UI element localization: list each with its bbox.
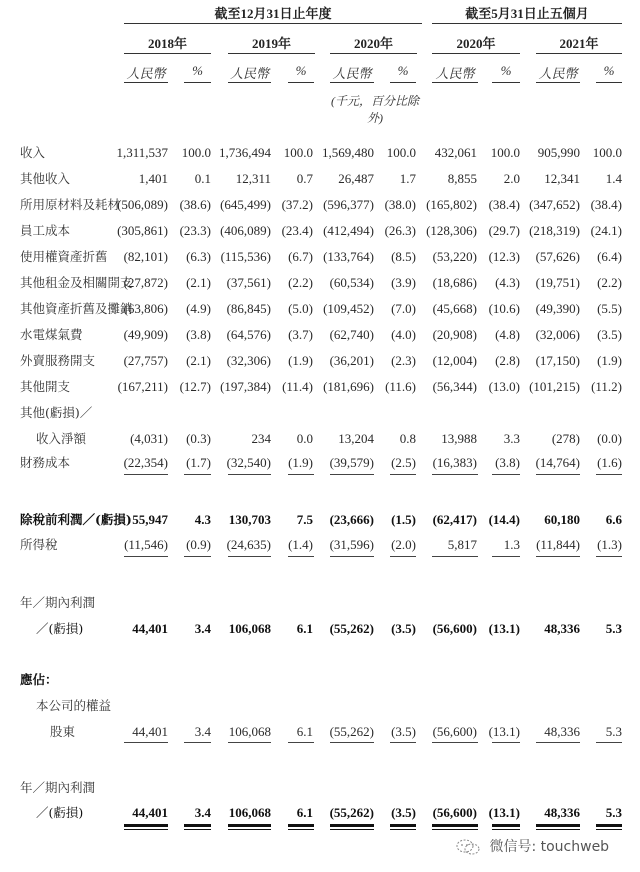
cell: 26,487	[338, 171, 374, 186]
cell: (37.2)	[281, 197, 313, 212]
cell: 5.3	[605, 805, 622, 820]
cell: 7.5	[296, 512, 313, 527]
row-label: 股東	[50, 724, 76, 739]
cell: (24.1)	[590, 223, 622, 238]
cell: (14.4)	[488, 512, 520, 527]
row-label: 應佔：	[20, 672, 58, 687]
cell: 5.3	[605, 621, 622, 636]
total-double-rule	[124, 824, 168, 830]
year-rule-2021-5m	[536, 53, 622, 54]
subtotal-rule	[596, 556, 622, 557]
total-double-rule	[536, 824, 580, 830]
cell: (55,262)	[329, 805, 374, 820]
cell: 44,401	[132, 805, 168, 820]
cell: (6.7)	[288, 249, 313, 264]
subtotal-rule	[330, 474, 374, 475]
cell: (12.7)	[179, 379, 211, 394]
cell: (6.3)	[186, 249, 211, 264]
cell: (412,494)	[323, 223, 374, 238]
cell: (27,757)	[123, 353, 168, 368]
cell: 44,401	[132, 724, 168, 739]
cell: (3.8)	[495, 455, 520, 470]
table-row-profit-before-tax	[0, 510, 640, 530]
row-label: 其他開支	[20, 379, 71, 394]
cell: 106,068	[228, 621, 271, 636]
subtotal-rule	[330, 742, 374, 743]
row-label: 所用原材料及耗材	[20, 197, 121, 212]
period-header-five-months: 截至5月31日止五個月	[465, 6, 589, 21]
cell: 1,569,480	[322, 145, 374, 160]
sub-rule	[536, 82, 580, 83]
cell: (2.3)	[391, 353, 416, 368]
cell: 100.0	[592, 145, 622, 160]
subtotal-rule	[288, 742, 314, 743]
percent-header: %	[295, 63, 307, 78]
cell: (2.0)	[391, 537, 416, 552]
cell: (56,344)	[432, 379, 477, 394]
cell: 12,311	[235, 171, 271, 186]
cell: (13.1)	[488, 805, 520, 820]
cell: 130,703	[228, 512, 271, 527]
table-row-other-income	[0, 169, 640, 189]
row-label: 收入	[20, 145, 46, 160]
cell: (12.3)	[488, 249, 520, 264]
subtotal-rule	[124, 742, 168, 743]
row-label: 水電煤氣費	[20, 327, 83, 342]
cell: (3.5)	[391, 621, 416, 636]
cell: (11,546)	[124, 537, 168, 552]
cell: (278)	[551, 431, 580, 446]
cell: (36,201)	[329, 353, 374, 368]
row-label: 其他租金及相關開支	[20, 275, 133, 290]
subtotal-rule	[288, 474, 314, 475]
subtotal-rule	[536, 474, 580, 475]
table-row-other-losses-net	[0, 429, 640, 449]
subtotal-rule	[492, 742, 520, 743]
currency-header: 人民幣	[538, 66, 578, 81]
subtotal-rule	[390, 742, 416, 743]
table-row-utilities	[0, 325, 640, 345]
subtotal-rule	[596, 742, 622, 743]
cell: (7.0)	[391, 301, 416, 316]
table-row-rou-depreciation	[0, 247, 640, 267]
sub-rule	[184, 82, 211, 83]
table-row-other-losses-header	[0, 403, 640, 423]
cell: (86,845)	[226, 301, 271, 316]
cell: (10.6)	[488, 301, 520, 316]
total-double-rule	[228, 824, 271, 830]
watermark-text: 微信号: touchweb	[489, 839, 610, 855]
total-double-rule	[596, 824, 622, 830]
cell: 3.4	[194, 621, 211, 636]
cell: 60,180	[544, 512, 580, 527]
table-row-raw-materials	[0, 195, 640, 215]
cell: 8,855	[447, 171, 477, 186]
subtotal-rule	[184, 556, 211, 557]
subtotal-rule	[390, 556, 416, 557]
row-label: 其他資產折舊及攤銷	[20, 301, 133, 316]
table-row-profit-period-total	[0, 803, 640, 823]
cell: (38.4)	[488, 197, 520, 212]
row-label: 除稅前利潤／(虧損)	[20, 512, 132, 527]
cell: (26.3)	[384, 223, 416, 238]
table-row-revenue	[0, 143, 640, 163]
table-row-attributable-header	[0, 670, 640, 690]
cell: (3.9)	[391, 275, 416, 290]
cell: (18,686)	[432, 275, 477, 290]
cell: (32,306)	[226, 353, 271, 368]
cell: (181,696)	[323, 379, 374, 394]
row-label: 本公司的權益	[36, 698, 112, 713]
table-row-other-expenses	[0, 377, 640, 397]
cell: (3.8)	[186, 327, 211, 342]
cell: (55,262)	[329, 621, 374, 636]
cell: 2.0	[503, 171, 520, 186]
row-label: 所得稅	[20, 537, 58, 552]
cell: (11.6)	[385, 379, 416, 394]
cell: (165,802)	[426, 197, 477, 212]
subtotal-rule	[492, 474, 520, 475]
currency-header: 人民幣	[229, 66, 269, 81]
total-double-rule	[184, 824, 211, 830]
year-rule-2019	[228, 53, 315, 54]
cell: 13,988	[441, 431, 477, 446]
cell: 100.0	[490, 145, 520, 160]
table-row-shareholders	[0, 722, 640, 742]
cell: (101,215)	[529, 379, 580, 394]
cell: (1.9)	[288, 353, 313, 368]
cell: 905,990	[537, 145, 580, 160]
cell: 1.4	[605, 171, 622, 186]
cell: (109,452)	[323, 301, 374, 316]
cell: (38.4)	[590, 197, 622, 212]
table-row-profit-period-header-2	[0, 778, 640, 798]
year-header-2020: 2020年	[353, 36, 393, 51]
cell: (62,417)	[432, 512, 477, 527]
total-double-rule	[432, 824, 478, 830]
year-header-2020-5m: 2020年	[456, 36, 496, 51]
currency-header: 人民幣	[332, 66, 372, 81]
table-row-other-rent	[0, 273, 640, 293]
subtotal-rule	[330, 556, 374, 557]
cell: 13,204	[338, 431, 374, 446]
cell: (0.3)	[186, 431, 211, 446]
cell: (38.0)	[384, 197, 416, 212]
row-label: 收入淨額	[36, 431, 87, 446]
cell: (63,806)	[123, 301, 168, 316]
cell: (31,596)	[329, 537, 374, 552]
cell: 55,947	[132, 512, 168, 527]
cell: (13.1)	[488, 621, 520, 636]
cell: (5.5)	[597, 301, 622, 316]
cell: (4.9)	[186, 301, 211, 316]
cell: (1.5)	[391, 512, 416, 527]
cell: (12,004)	[432, 353, 477, 368]
cell: 48,336	[544, 805, 580, 820]
period-header-annual: 截至12月31日止年度	[214, 6, 332, 21]
cell: (0.0)	[597, 431, 622, 446]
cell: 106,068	[228, 724, 271, 739]
table-row-income-tax	[0, 535, 640, 555]
cell: (23,666)	[329, 512, 374, 527]
table-row-equity-holders-header	[0, 696, 640, 716]
cell: (4.0)	[391, 327, 416, 342]
row-label: 財務成本	[20, 455, 71, 470]
sub-rule	[288, 82, 314, 83]
row-label: 年／期內利潤	[20, 780, 96, 795]
cell: (11,844)	[536, 537, 580, 552]
cell: (14,764)	[535, 455, 580, 470]
row-label: 員工成本	[20, 223, 71, 238]
cell: (49,909)	[123, 327, 168, 342]
wechat-icon	[455, 838, 481, 856]
cell: 432,061	[434, 145, 477, 160]
cell: (2.8)	[495, 353, 520, 368]
cell: 1.3	[503, 537, 520, 552]
cell: (3.7)	[288, 327, 313, 342]
currency-header: 人民幣	[435, 66, 475, 81]
subtotal-rule	[536, 556, 580, 557]
cell: (56,600)	[432, 621, 477, 636]
cell: 6.1	[296, 724, 313, 739]
header-rule-annual	[124, 23, 422, 24]
cell: (167,211)	[117, 379, 168, 394]
cell: (32,540)	[226, 455, 271, 470]
cell: (24,635)	[226, 537, 271, 552]
cell: 100.0	[386, 145, 416, 160]
cell: (3.5)	[391, 724, 416, 739]
cell: (1.9)	[597, 353, 622, 368]
cell: 106,068	[228, 805, 271, 820]
cell: (55,262)	[329, 724, 374, 739]
row-label: 其他收入	[20, 171, 71, 186]
cell: 0.7	[296, 171, 313, 186]
percent-header: %	[500, 63, 512, 78]
sub-rule	[228, 82, 271, 83]
year-rule-2020-5m	[432, 53, 520, 54]
cell: (506,089)	[117, 197, 168, 212]
cell: 44,401	[132, 621, 168, 636]
cell: (16,383)	[432, 455, 477, 470]
cell: (57,626)	[535, 249, 580, 264]
subtotal-rule	[124, 474, 168, 475]
cell: (2.5)	[391, 455, 416, 470]
table-row-profit-period-header	[0, 593, 640, 613]
cell: (4,031)	[130, 431, 168, 446]
table-row-staff-costs	[0, 221, 640, 241]
cell: (8.5)	[391, 249, 416, 264]
cell: 5,817	[447, 537, 477, 552]
subtotal-rule	[432, 556, 478, 557]
sub-rule	[596, 82, 622, 83]
sub-rule	[492, 82, 520, 83]
subtotal-rule	[596, 474, 622, 475]
cell: (1.9)	[288, 455, 313, 470]
year-rule-2018	[124, 53, 211, 54]
cell: (2.2)	[597, 275, 622, 290]
cell: (596,377)	[323, 197, 374, 212]
cell: (20,908)	[432, 327, 477, 342]
subtotal-rule	[228, 742, 271, 743]
cell: (347,652)	[529, 197, 580, 212]
subtotal-rule	[432, 474, 478, 475]
unit-note: (千元，百分比除外)	[331, 94, 419, 125]
cell: 0.1	[194, 171, 211, 186]
cell: (4.3)	[495, 275, 520, 290]
cell: 5.3	[605, 724, 622, 739]
cell: 0.8	[399, 431, 416, 446]
sub-rule	[330, 82, 374, 83]
cell: 3.3	[503, 431, 520, 446]
cell: (218,319)	[529, 223, 580, 238]
total-double-rule	[330, 824, 374, 830]
row-label: 外賣服務開支	[20, 353, 96, 368]
cell: 1,311,537	[116, 145, 168, 160]
cell: (1.4)	[288, 537, 313, 552]
cell: 100.0	[181, 145, 211, 160]
cell: (3.5)	[391, 805, 416, 820]
cell: (1.7)	[186, 455, 211, 470]
watermark	[455, 836, 609, 856]
cell: (17,150)	[535, 353, 580, 368]
cell: 48,336	[544, 724, 580, 739]
subtotal-rule	[432, 742, 478, 743]
cell: (62,740)	[329, 327, 374, 342]
cell: 3.4	[194, 724, 211, 739]
table-row-finance-costs	[0, 453, 640, 473]
cell: (0.9)	[186, 537, 211, 552]
subtotal-rule	[492, 556, 520, 557]
cell: (53,220)	[432, 249, 477, 264]
cell: 1.7	[399, 171, 416, 186]
cell: (64,576)	[226, 327, 271, 342]
cell: 6.6	[605, 512, 622, 527]
cell: (128,306)	[426, 223, 477, 238]
cell: 234	[251, 431, 271, 446]
year-rule-2020	[330, 53, 417, 54]
cell: (27,872)	[123, 275, 168, 290]
cell: (22,354)	[123, 455, 168, 470]
cell: (115,536)	[220, 249, 271, 264]
cell: (19,751)	[535, 275, 580, 290]
cell: 100.0	[283, 145, 313, 160]
row-label: ／(虧損)	[36, 621, 84, 636]
year-header-2019: 2019年	[251, 36, 291, 51]
cell: (13.0)	[488, 379, 520, 394]
cell: (49,390)	[535, 301, 580, 316]
cell: (56,600)	[432, 724, 477, 739]
cell: 6.1	[296, 805, 313, 820]
cell: (6.4)	[597, 249, 622, 264]
total-double-rule	[288, 824, 314, 830]
subtotal-rule	[228, 556, 271, 557]
cell: (11.4)	[282, 379, 313, 394]
subtotal-rule	[536, 742, 580, 743]
subtotal-rule	[390, 474, 416, 475]
cell: (32,006)	[535, 327, 580, 342]
subtotal-rule	[184, 474, 211, 475]
year-header-2018: 2018年	[147, 36, 187, 51]
cell: (1.3)	[597, 537, 622, 552]
cell: (39,579)	[329, 455, 374, 470]
row-label: 其他(虧損)／	[20, 405, 93, 420]
cell: 6.1	[296, 621, 313, 636]
sub-rule	[432, 82, 478, 83]
year-header-2021-5m: 2021年	[559, 36, 599, 51]
percent-header: %	[192, 63, 203, 78]
table-row-profit-period	[0, 619, 640, 639]
cell: (60,534)	[329, 275, 374, 290]
cell: (38.6)	[179, 197, 211, 212]
cell: 0.0	[296, 431, 313, 446]
cell: (13.1)	[488, 724, 520, 739]
row-label: 使用權資產折舊	[20, 249, 108, 264]
cell: 4.3	[194, 512, 211, 527]
row-label: ／(虧損)	[36, 805, 84, 820]
percent-header: %	[397, 63, 409, 78]
cell: (2.2)	[288, 275, 313, 290]
cell: (1.6)	[597, 455, 622, 470]
total-double-rule	[492, 824, 520, 830]
cell: (305,861)	[117, 223, 168, 238]
currency-header: 人民幣	[126, 66, 166, 81]
cell: 12,341	[544, 171, 580, 186]
cell: (56,600)	[432, 805, 477, 820]
cell: (23.3)	[179, 223, 211, 238]
cell: 3.4	[194, 805, 211, 820]
cell: (4.8)	[495, 327, 520, 342]
cell: 1,736,494	[219, 145, 271, 160]
cell: (406,089)	[220, 223, 271, 238]
cell: (2.1)	[186, 275, 211, 290]
cell: (82,101)	[123, 249, 168, 264]
table-row-delivery-expenses	[0, 351, 640, 371]
table-row-other-depreciation	[0, 299, 640, 319]
cell: (2.1)	[186, 353, 211, 368]
subtotal-rule	[288, 556, 314, 557]
subtotal-rule	[228, 474, 271, 475]
cell: (645,499)	[220, 197, 271, 212]
cell: (11.2)	[591, 379, 622, 394]
cell: 1,401	[138, 171, 168, 186]
subtotal-rule	[184, 742, 211, 743]
sub-rule	[390, 82, 416, 83]
cell: (197,384)	[220, 379, 271, 394]
subtotal-rule	[124, 556, 168, 557]
cell: 48,336	[544, 621, 580, 636]
header-rule-five-months	[432, 23, 622, 24]
total-double-rule	[390, 824, 416, 830]
cell: (29.7)	[488, 223, 520, 238]
sub-rule	[124, 82, 168, 83]
cell: (133,764)	[323, 249, 374, 264]
cell: (45,668)	[432, 301, 477, 316]
cell: (5.0)	[288, 301, 313, 316]
cell: (3.5)	[597, 327, 622, 342]
cell: (23.4)	[281, 223, 313, 238]
row-label: 年／期內利潤	[20, 595, 96, 610]
percent-header: %	[603, 63, 615, 78]
cell: (37,561)	[226, 275, 271, 290]
